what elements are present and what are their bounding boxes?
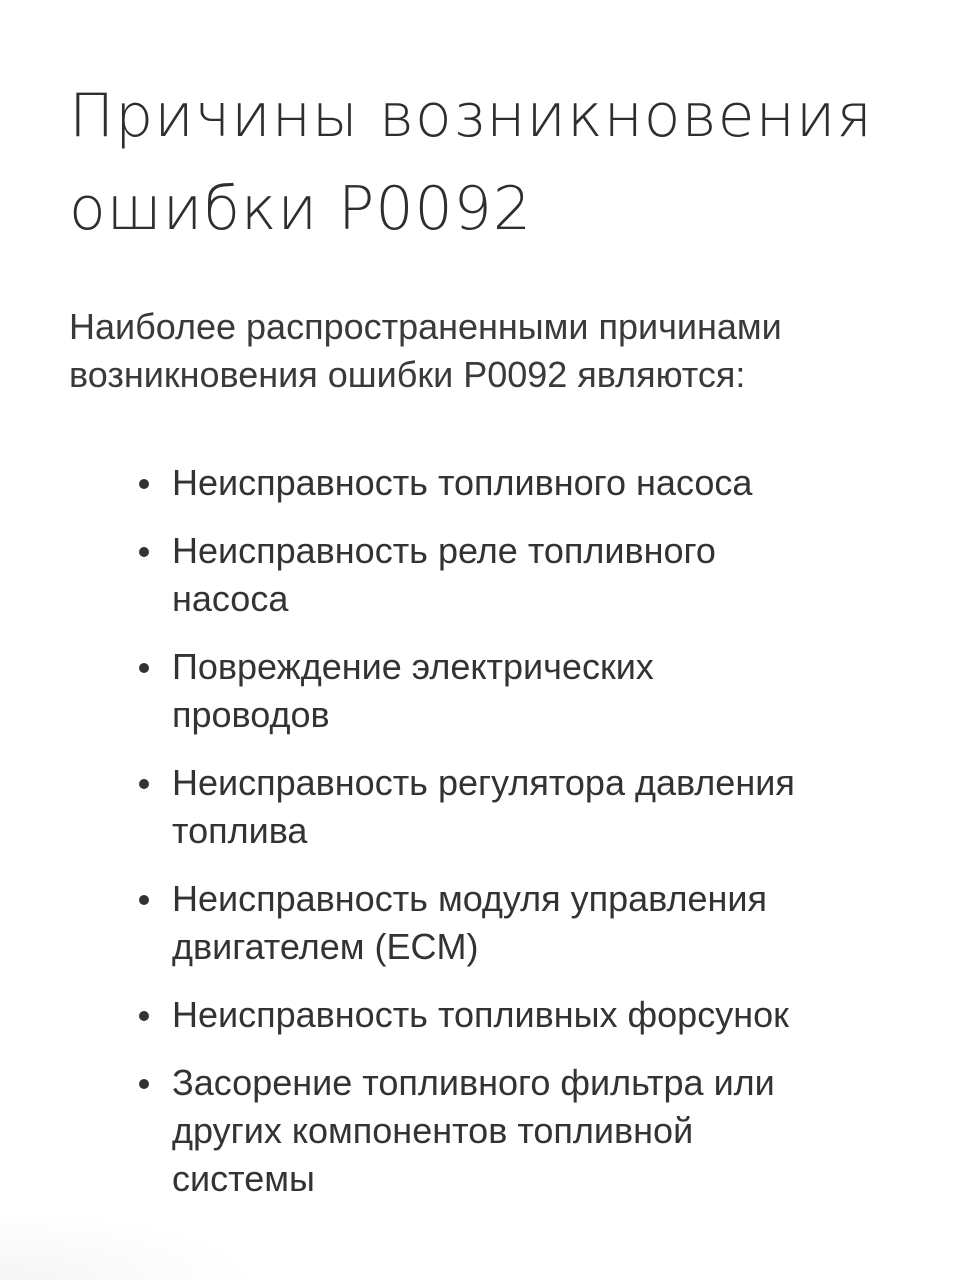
page-title xyxy=(69,70,929,256)
causes-list xyxy=(139,459,899,1223)
list-item-text: Неисправность топливного насоса xyxy=(172,462,753,503)
bullet-icon xyxy=(139,1079,149,1089)
list-item-text: Неисправность топливных форсунок xyxy=(172,994,789,1035)
list-item xyxy=(139,991,899,1039)
intro-paragraph xyxy=(69,303,929,399)
list-item-text: Засорение топливного фильтра или xyxy=(172,1062,775,1103)
list-item-text: проводов xyxy=(172,694,330,735)
bullet-icon xyxy=(139,479,149,489)
list-item xyxy=(139,643,899,739)
list-item-text: топлива xyxy=(172,810,308,851)
intro-line: Наиболее распространенными причинами xyxy=(69,306,782,347)
page-title-line: Причины возникновения xyxy=(69,81,873,151)
list-item xyxy=(139,1059,899,1203)
page-shadow xyxy=(0,1210,260,1280)
list-item-text: двигателем (ECM) xyxy=(172,926,479,967)
list-item-text: Неисправность регулятора давления xyxy=(172,762,795,803)
list-item-text: Неисправность реле топливного xyxy=(172,530,716,571)
list-item xyxy=(139,759,899,855)
list-item-text: Повреждение электрических xyxy=(172,646,654,687)
list-item xyxy=(139,459,899,507)
list-item-text: системы xyxy=(172,1158,315,1199)
intro-line: возникновения ошибки P0092 являются: xyxy=(69,354,746,395)
list-item xyxy=(139,875,899,971)
list-item xyxy=(139,527,899,623)
list-item-text: насоса xyxy=(172,578,289,619)
bullet-icon xyxy=(139,547,149,557)
page-title-line: ошибки P0092 xyxy=(69,174,533,244)
list-item-text: Неисправность модуля управления xyxy=(172,878,767,919)
bullet-icon xyxy=(139,663,149,673)
bullet-icon xyxy=(139,779,149,789)
bullet-icon xyxy=(139,1011,149,1021)
list-item-text: других компонентов топливной xyxy=(172,1110,694,1151)
bullet-icon xyxy=(139,895,149,905)
